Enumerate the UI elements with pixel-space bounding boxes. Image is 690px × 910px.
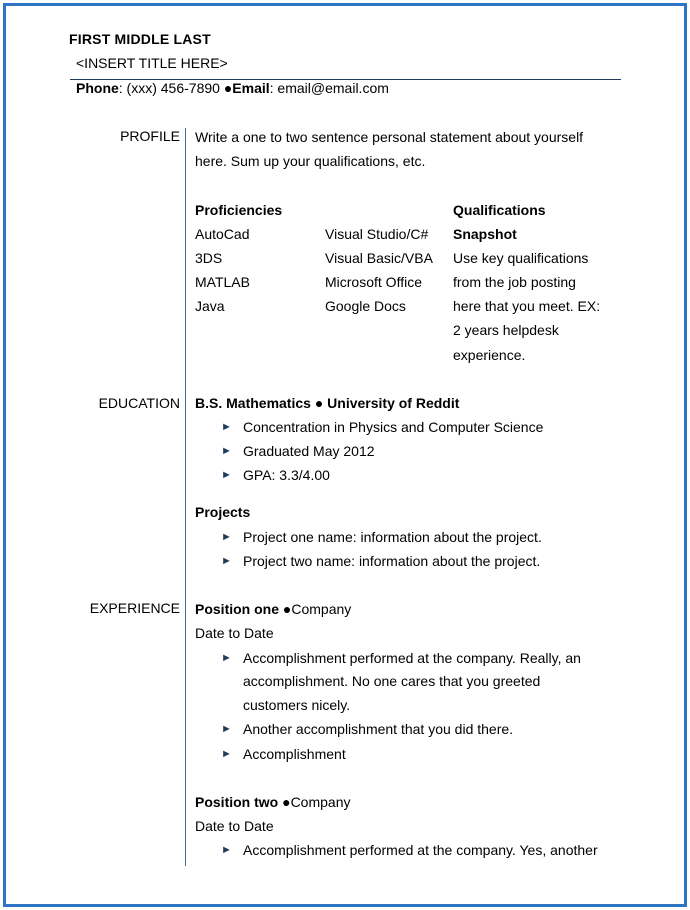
bullet-arrow-icon: ► — [221, 531, 232, 543]
qualifications-heading: Snapshot — [453, 226, 517, 242]
qualifications-text: 2 years helpdesk — [453, 322, 559, 338]
email-label: Email — [232, 80, 270, 96]
position-title: Position two — [195, 794, 283, 810]
bullet-arrow-icon: ► — [221, 445, 232, 457]
email-value: : email@email.com — [269, 80, 389, 96]
project-item: Project one name: information about the project. — [243, 529, 542, 545]
project-item: Project two name: information about the project. — [243, 553, 541, 569]
experience-bullet: Accomplishment performed at the company. Really, an — [243, 650, 581, 666]
bullet-arrow-icon: ► — [221, 723, 232, 735]
qualifications-text: from the job posting — [453, 274, 576, 290]
section-heading-profile: PROFILE — [120, 128, 180, 144]
proficiency-item: Google Docs — [325, 298, 406, 314]
experience-bullet: Accomplishment — [243, 746, 346, 762]
section-heading-experience: EXPERIENCE — [89, 600, 180, 616]
proficiency-item: Visual Studio/C# — [325, 226, 429, 242]
proficiency-item: Microsoft Office — [325, 274, 422, 290]
qualifications-text: Use key qualifications — [453, 250, 589, 266]
proficiency-item: MATLAB — [195, 274, 250, 290]
full-name: FIRST MIDDLE LAST — [69, 31, 211, 47]
proficiencies-heading: Proficiencies — [195, 202, 283, 218]
degree-line: B.S. Mathematics ● University of Reddit — [195, 395, 460, 411]
education-bullet: Concentration in Physics and Computer Science — [243, 419, 544, 435]
bullet-arrow-icon: ► — [221, 844, 232, 856]
position-date: Date to Date — [195, 625, 274, 641]
experience-bullet: Another accomplishment that you did there. — [243, 721, 514, 737]
phone-label: Phone — [76, 80, 119, 96]
qualifications-text: experience. — [453, 347, 526, 363]
experience-bullet: Accomplishment performed at the company. Yes, another — [243, 842, 598, 858]
profile-line: Write a one to two sentence personal statement about yourself — [195, 129, 584, 145]
position-line — [195, 597, 351, 621]
projects-heading: Projects — [195, 504, 251, 520]
bullet-arrow-icon: ► — [221, 469, 232, 481]
contact-line — [76, 80, 389, 96]
education-bullet: GPA: 3.3/4.00 — [243, 467, 330, 483]
job-title: <INSERT TITLE HERE> — [76, 55, 228, 71]
bullet-arrow-icon: ► — [221, 555, 232, 567]
education-bullet: Graduated May 2012 — [243, 443, 375, 459]
proficiency-item: 3DS — [195, 250, 223, 266]
profile-line: here. Sum up your qualifications, etc. — [195, 153, 426, 169]
section-heading-education: EDUCATION — [98, 395, 180, 411]
proficiency-item: Visual Basic/VBA — [325, 250, 433, 266]
bullet-arrow-icon: ► — [221, 748, 232, 760]
qualifications-heading: Qualifications — [453, 202, 546, 218]
experience-bullet: accomplishment. No one cares that you greeted — [243, 673, 541, 689]
position-company: ●Company — [282, 601, 352, 617]
proficiency-item: AutoCad — [195, 226, 250, 242]
bullet-arrow-icon: ► — [221, 652, 232, 664]
position-company: ●Company — [282, 794, 351, 810]
position-line — [195, 790, 350, 814]
bullet-arrow-icon: ► — [221, 421, 232, 433]
phone-value: : (xxx) 456-7890 ● — [118, 80, 233, 96]
experience-bullet: customers nicely. — [243, 697, 351, 713]
section-divider — [185, 128, 186, 866]
qualifications-text: here that you meet. EX: — [453, 298, 601, 314]
position-date: Date to Date — [195, 818, 274, 834]
position-title: Position one — [195, 601, 283, 617]
proficiency-item: Java — [195, 298, 225, 314]
